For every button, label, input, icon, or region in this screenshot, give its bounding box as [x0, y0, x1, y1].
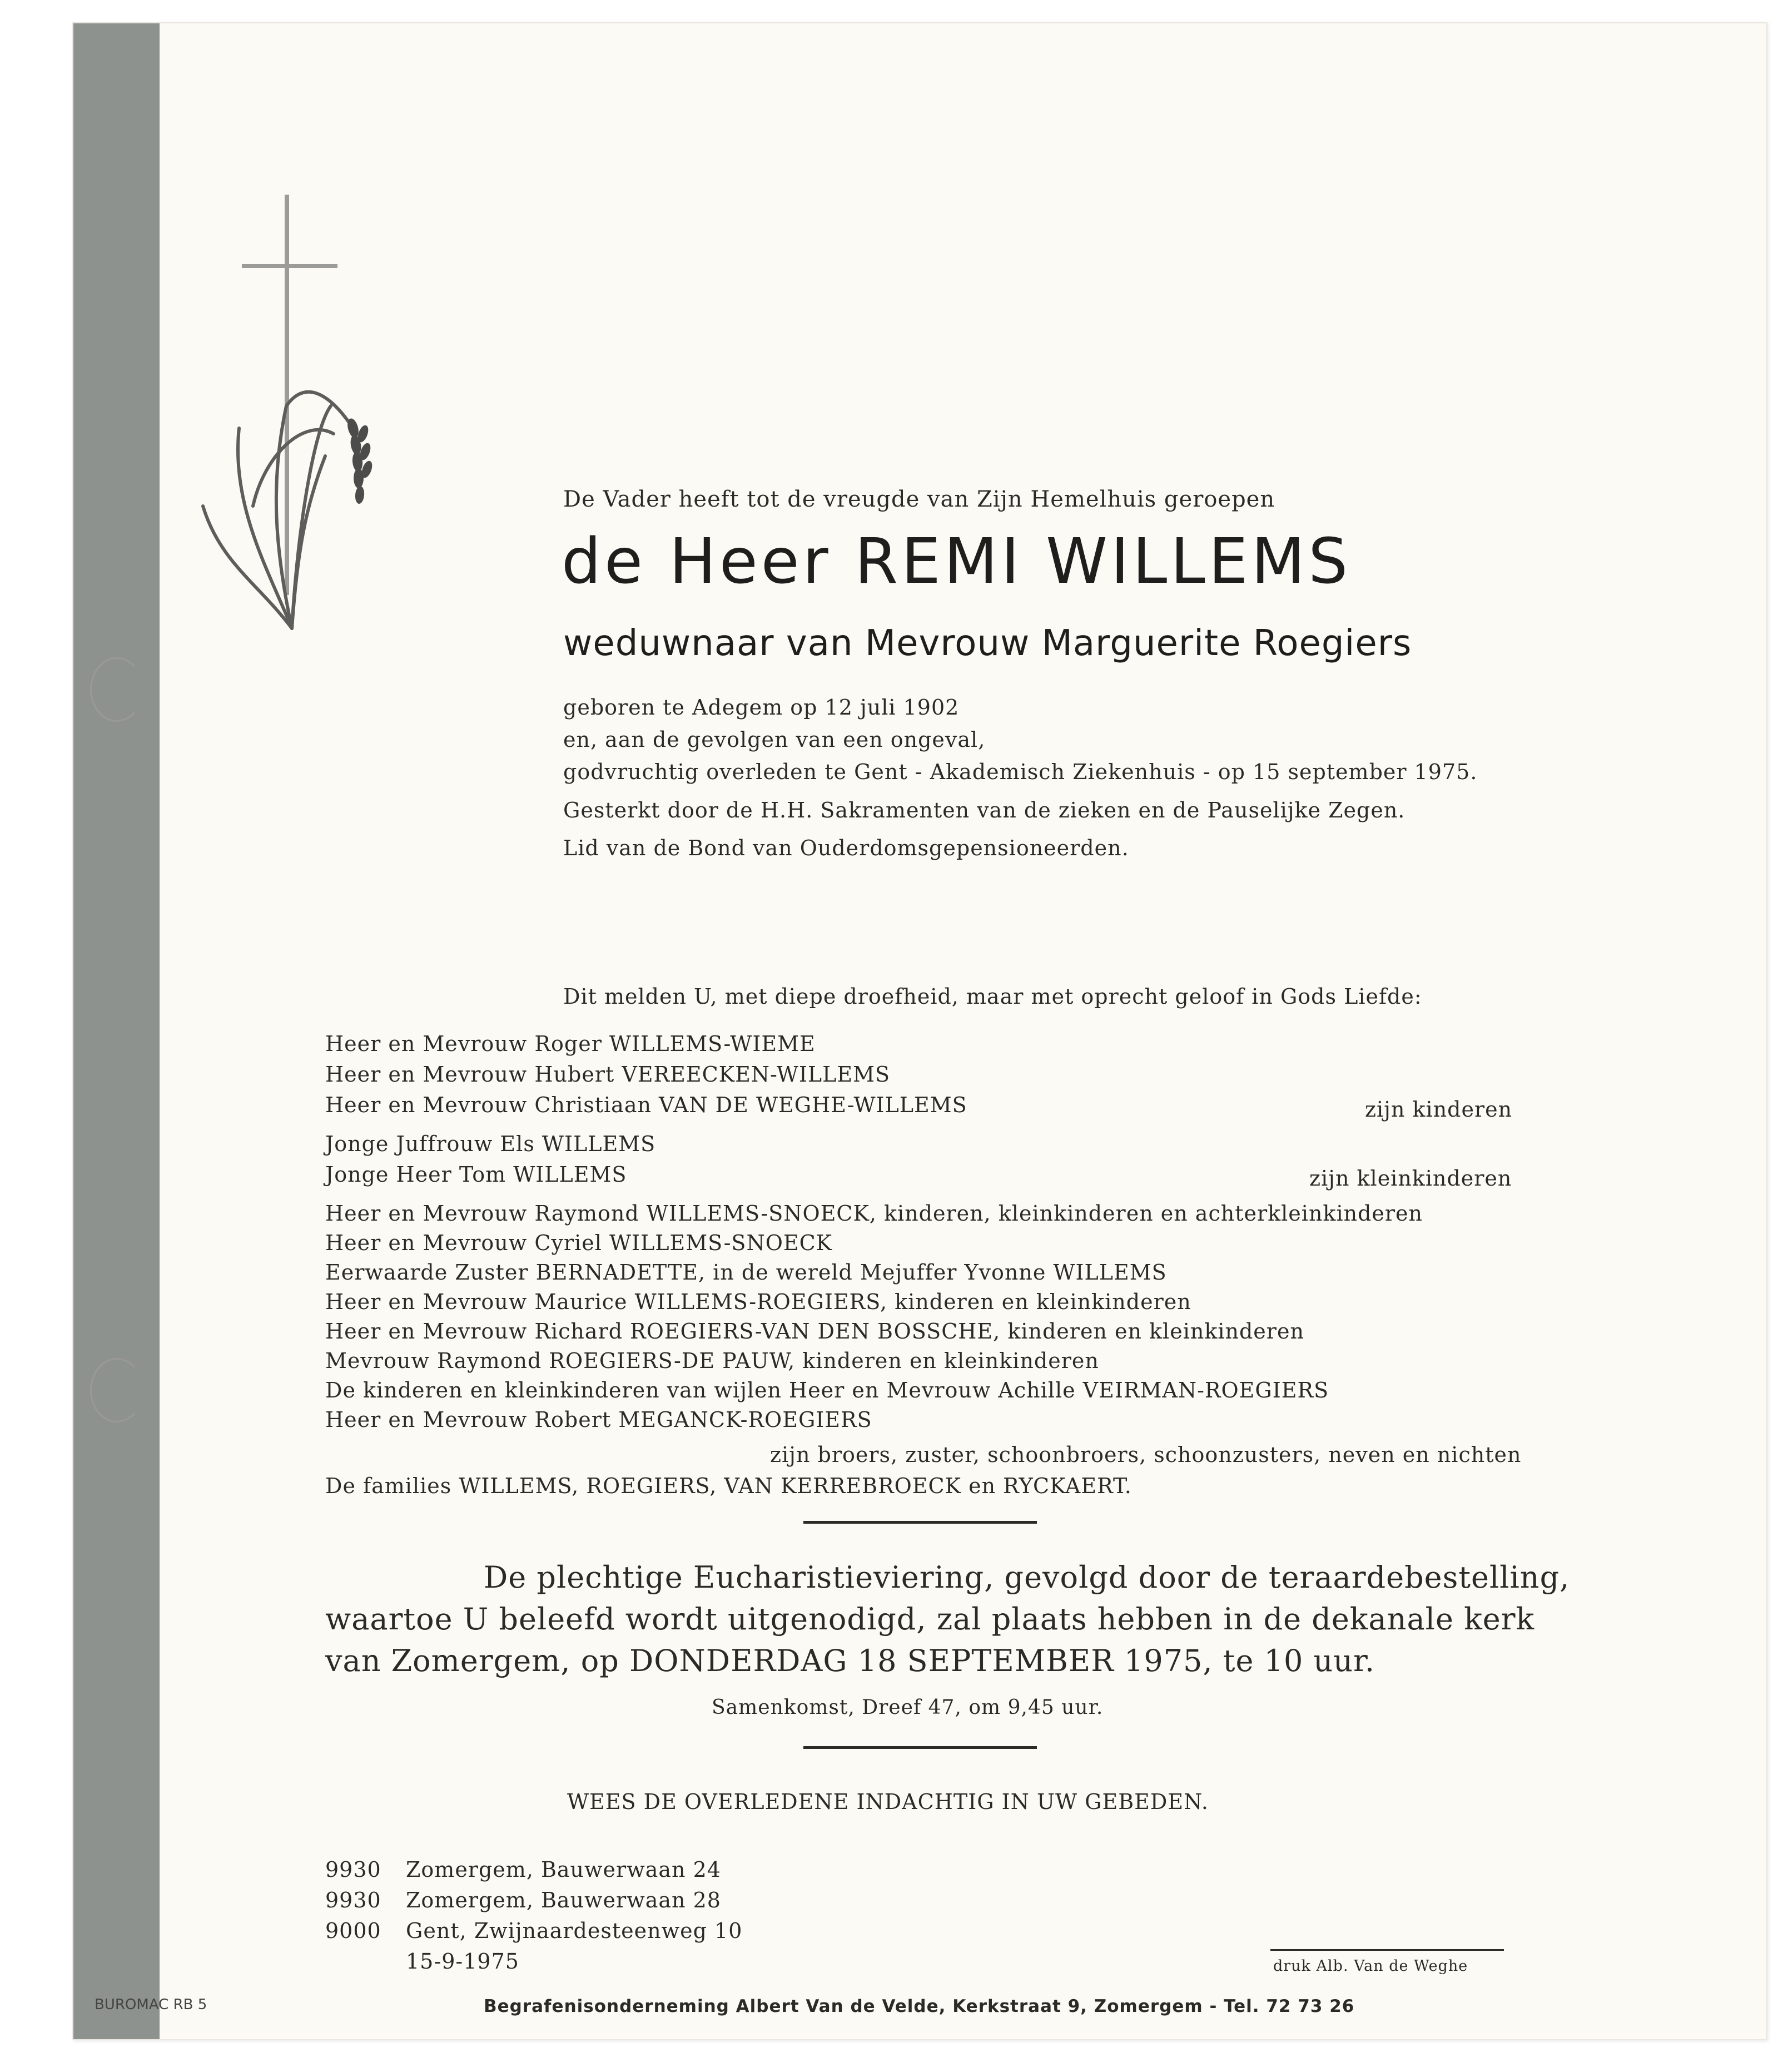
sibling-line: Heer en Mevrouw Robert MEGANCK-ROEGIERS [325, 1407, 872, 1432]
printer-credit: druk Alb. Van de Weghe [1273, 1957, 1468, 1975]
detail-accident: en, aan de gevolgen van een ongeval, [563, 727, 986, 752]
address-place: Zomergem, Bauwerwaan 28 [406, 1888, 721, 1912]
sibling-line: Mevrouw Raymond ROEGIERS-DE PAUW, kinderen en kleinkinderen [325, 1349, 1099, 1373]
detail-membership: Lid van de Bond van Ouderdomsgepensioneerden. [563, 836, 1129, 860]
sibling-line: Heer en Mevrouw Richard ROEGIERS-VAN DEN BOSSCHE, kinderen en kleinkinderen [325, 1319, 1304, 1344]
sibling-line: Eerwaarde Zuster BERNADETTE, in de wereld Mejuffer Yvonne WILLEMS [325, 1260, 1167, 1285]
undertaker-line: Begrafenisonderneming Albert Van de Velde, Kerkstraat 9, Zomergem - Tel. 72 73 26 [484, 1996, 1355, 2016]
printer-rule [1270, 1949, 1504, 1951]
service-line: van Zomergem, op DONDERDAG 18 SEPTEMBER 1975, te 10 uur. [325, 1643, 1375, 1678]
service-line: De plechtige Eucharistieviering, gevolgd door de teraardebestelling, [484, 1560, 1570, 1595]
punch-hole-bottom [90, 1358, 143, 1422]
binder-strip [73, 23, 160, 2039]
intro-line: De Vader heeft tot de vreugde van Zijn Hemelhuis geroepen [563, 487, 1275, 512]
remember-line: WEES DE OVERLEDENE INDACHTIG IN UW GEBEDEN. [567, 1790, 1209, 1814]
child-line: Heer en Mevrouw Hubert VEREECKEN-WILLEMS [325, 1062, 891, 1087]
families-line: De families WILLEMS, ROEGIERS, VAN KERREBROECK en RYCKAERT. [325, 1474, 1132, 1498]
punch-hole-top [90, 657, 143, 722]
child-line: Heer en Mevrouw Roger WILLEMS-WIEME [325, 1032, 816, 1056]
detail-death: godvruchtig overleden te Gent - Akademisch Ziekenhuis - op 15 september 1975. [563, 760, 1478, 784]
detail-birth: geboren te Adegem op 12 juli 1902 [563, 695, 960, 720]
address-postcode: 9930 [325, 1857, 381, 1882]
children-label: zijn kinderen [1365, 1097, 1513, 1122]
gathering-line: Samenkomst, Dreef 47, om 9,45 uur. [712, 1696, 1104, 1719]
grandchild-line: Jonge Juffrouw Els WILLEMS [325, 1132, 656, 1156]
divider [803, 1521, 1037, 1524]
detail-sacraments: Gesterkt door de H.H. Sakramenten van de zieken en de Pauselijke Zegen. [563, 798, 1405, 822]
siblings-label: zijn broers, zuster, schoonbroers, schoonzusters, neven en nichten [770, 1443, 1522, 1467]
widow-of-line: weduwnaar van Mevrouw Marguerite Roegiers [563, 623, 1412, 664]
form-code: BUROMAC RB 5 [95, 1996, 207, 2013]
divider [803, 1746, 1037, 1749]
address-place: Gent, Zwijnaardesteenweg 10 [406, 1919, 743, 1943]
deceased-name: de Heer REMI WILLEMS [562, 526, 1352, 598]
sibling-line: Heer en Mevrouw Maurice WILLEMS-ROEGIERS, kinderen en kleinkinderen [325, 1290, 1191, 1314]
sibling-line: Heer en Mevrouw Cyriel WILLEMS-SNOECK [325, 1231, 833, 1255]
child-line: Heer en Mevrouw Christiaan VAN DE WEGHE-WILLEMS [325, 1093, 967, 1117]
sibling-line: De kinderen en kleinkinderen van wijlen Heer en Mevrouw Achille VEIRMAN-ROEGIERS [325, 1378, 1329, 1402]
address-postcode: 9000 [325, 1919, 381, 1943]
mourners-intro: Dit melden U, met diepe droefheid, maar met oprecht geloof in Gods Liefde: [563, 984, 1422, 1009]
address-place: Zomergem, Bauwerwaan 24 [406, 1857, 721, 1882]
grandchildren-label: zijn kleinkinderen [1309, 1166, 1512, 1191]
grandchild-line: Jonge Heer Tom WILLEMS [325, 1162, 627, 1187]
address-postcode: 9930 [325, 1888, 381, 1912]
cross-wheat-icon [186, 195, 375, 651]
sibling-line: Heer en Mevrouw Raymond WILLEMS-SNOECK, kinderen, kleinkinderen en achterkleinkinderen [325, 1201, 1423, 1226]
service-line: waartoe U beleefd wordt uitgenodigd, zal plaats hebben in de dekanale kerk [325, 1602, 1535, 1637]
notice-date: 15-9-1975 [406, 1949, 519, 1974]
